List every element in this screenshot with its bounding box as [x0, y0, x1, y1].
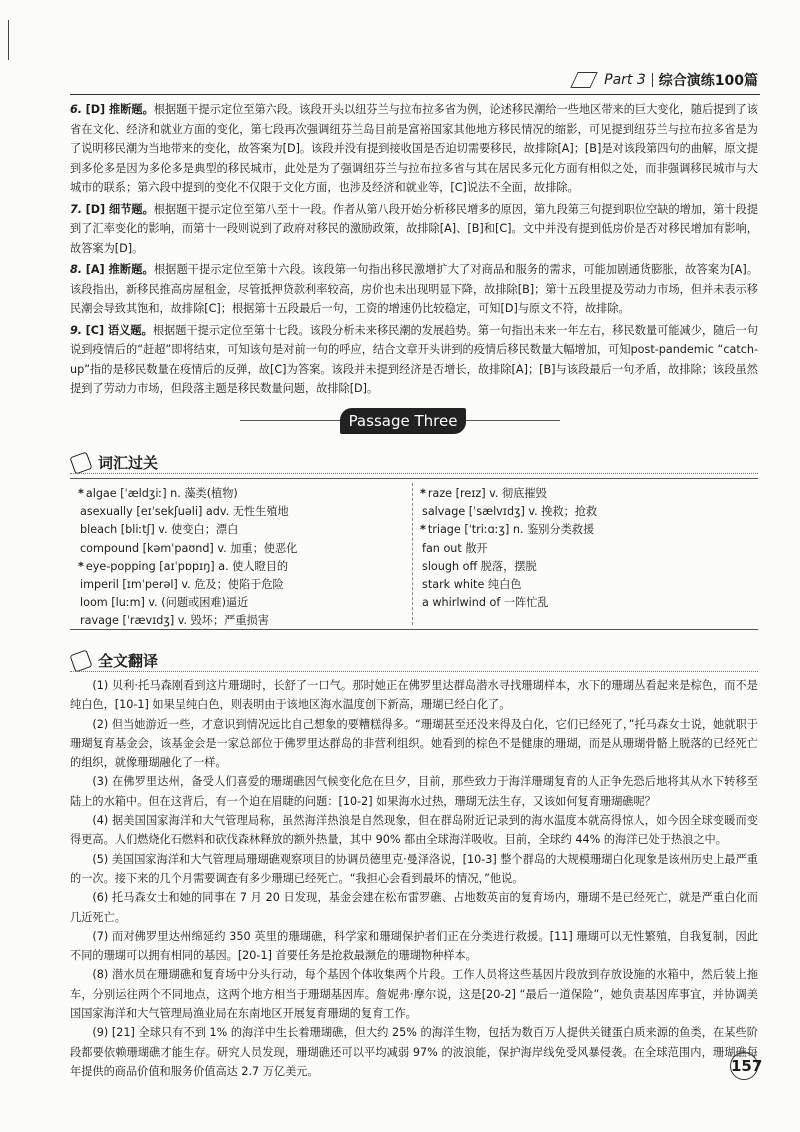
answer-explanations [70, 100, 758, 401]
translation-paragraph: (3) 在佛罗里达州，备受人们喜爱的珊瑚礁因气候变化危在旦夕，目前，那些致力于海洋珊瑚复育的人正争先恐后地将其从水下转移至陆上的水箱中。但在这背后，有一个迫在眉睫的问题：[10-2] 如果海水过热，珊瑚无法生存，又该如何复育珊瑚礁呢？ [70, 775, 758, 808]
answer-item-7 [70, 200, 758, 259]
answer-tag: [D] 推断题。 [85, 103, 154, 116]
translation-paragraph: (4) 据美国国家海洋和大气管理局称，虽然海洋热浪是自然现象，但在群岛附近记录到的海水温度本就高得惊人，如今因全球变暖而变得更高。人们燃烧化石燃料和砍伐森林释放的额外热量，其中 90% 都由全球海洋吸收。目前，全球约 44% 的海洋已处于热浪之中。 [70, 814, 758, 847]
vocab-title: 词汇过关 [98, 454, 159, 472]
vocab-entry: asexually [eɪˈsekʃuəli] adv. 无性生殖地 [80, 505, 289, 519]
section-marker-icon [570, 72, 597, 88]
answer-tag: [C] 语义题。 [85, 323, 153, 337]
vocab-entry: * eye-popping [aɪˈpɒpɪŋ] a. 使人瞪目的 [78, 559, 289, 573]
vocab-entry: * algae [ˈældʒiː] n. 藻类(植物) [78, 487, 238, 500]
answer-text: 根据题干提示定位至第十七段。该段分析未来移民潮的发展趋势。第一句指出未来一年左右，移民数量可能减少，随后一句说到疫情后的“赶超”即将结束，可知该句是对前一句的呼应，结合文章开头讲到的疫情后移民数量大幅增加，可知post-pandemic “catch-up”指的是移民数量在疫情后的反弹，故[C]为答案。该段并未提到经济是否增长，故排除[A]；[B]与该段最后一句矛盾，故排除；该段虽然提到了劳动力市场，但段落主题是移民数量问题，故排除[D]。 [70, 323, 758, 395]
vocab-entry: bleach [bliːtʃ] v. 使变白；漂白 [80, 523, 239, 537]
vocab-entry: slough off 脱落，摆脱 [422, 559, 537, 573]
translation-title: 全文翻译 [98, 652, 159, 670]
vocab-entry: * raze [reɪz] v. 彻底摧毁 [420, 487, 547, 500]
page-header [574, 70, 758, 90]
vocab-list-right [420, 485, 597, 612]
translation-paragraph: (5) 美国国家海洋和大气管理局珊瑚礁观察项目的协调员德里克·曼泽洛说，[10-3] 整个群岛的大规模珊瑚白化现象是该州历史上最严重的一次。接下来的几个月需要调查有多少珊瑚已经死亡。“我担心会看到最坏的情况，”他说。 [70, 852, 758, 885]
vocab-entry: loom [luːm] v. (问题或困难)逼近 [80, 596, 249, 610]
answer-number: 7. [70, 202, 83, 216]
translation-heading-rule [70, 671, 758, 672]
header-separator [652, 73, 653, 87]
vocab-entry: * triage [ˈtriːɑːʒ] n. 鉴别分类救援 [420, 523, 595, 537]
answer-number: 9. [70, 323, 83, 337]
answer-item-9 [70, 321, 758, 399]
vocab-entry: a whirlwind of 一阵忙乱 [422, 596, 549, 610]
binding-line [8, 20, 9, 60]
page-number-label: 157 [730, 1052, 758, 1080]
page-number [730, 1052, 763, 1080]
pencil-icon [69, 451, 92, 474]
passage-banner: Passage Three [340, 408, 466, 434]
vocab-entry: salvage [ˈsælvɪdʒ] v. 挽救；抢救 [422, 505, 598, 519]
translation-heading [72, 650, 158, 671]
vocab-entry: ravage [ˈrævɪdʒ] v. 毁坏；严重损害 [80, 614, 269, 628]
translation-paragraph: (6) 托马森女士和她的同事在 7 月 20 日发现，基金会建在松布雷罗礁、占地数英亩的复育场内，珊瑚不是已经死亡，就是严重白化而几近死亡。 [70, 891, 758, 924]
answer-number: 8. [70, 263, 83, 276]
answer-tag: [A] 推断题。 [85, 263, 154, 276]
answer-number: 6. [70, 103, 83, 116]
header-rule [70, 94, 760, 95]
answer-text: 根据题干提示定位至第十六段。该段第一句指出移民激增扩大了对商品和服务的需求，可能加剧通货膨胀，故答案为[A]。该段指出，新移民推高房屋租金，尽管抵押贷款利率较高，房价也未出现明显下降，故排除[B]；第十五段里提及劳动力市场，但并未表示移民潮会导致其饱和，故排除[C]；根据第十五段最后一句，工资的增速仍比较稳定，可知[D]与原文不符，故排除。 [70, 263, 759, 315]
translation-paragraph: (2) 但当她游近一些，才意识到情况远比自己想象的要糟糕得多。“珊瑚甚至还没来得及白化，它们已经死了，”托马森女士说，她就职于珊瑚复育基金会，该基金会是一家总部位于佛罗里达群岛的非营利组织。她看到的棕色不是健康的珊瑚，而是从珊瑚骨骼上脱落的已经死亡的组织，就像珊瑚融化了一样。 [70, 717, 758, 770]
translation-body [70, 676, 758, 1081]
vocab-entry: imperil [ɪmˈperəl] v. 危及；使陷于危险 [80, 578, 284, 592]
header-title: 综合演练100篇 [658, 73, 758, 89]
header-part: Part 3 [604, 72, 646, 88]
answer-item-8 [70, 260, 758, 319]
vocab-entry: fan out 散开 [422, 541, 488, 555]
translation-paragraph: (7) 而对佛罗里达州绵延约 350 英里的珊瑚礁，科学家和珊瑚保护者们正在分类进行救援。[11] 珊瑚可以无性繁殖，自我复制，因此不同的珊瑚可以拥有相同的基因。[20-1] 首要任务是抢救最濒危的珊瑚物种样本。 [70, 929, 758, 963]
answer-tag: [D] 细节题。 [85, 202, 154, 216]
translation-paragraph: (9) [21] 全球只有不到 1% 的海洋中生长着珊瑚礁，但大约 25% 的海洋生物，包括为数百万人提供关键蛋白质来源的鱼类，在某些阶段都要依赖珊瑚礁才能生存。研究人员发现，珊瑚礁还可以平均减弱 97% 的波浪能，保护海岸线免受风暴侵袭。在全球范围内，珊瑚礁每年提供的商品价值和服务价值高达 2.7 万亿美元。 [70, 1026, 758, 1078]
translation-paragraph: (1) 贝利·托马森刚看到这片珊瑚时，长舒了一口气。那时她正在佛罗里达群岛潜水寻找珊瑚样本，水下的珊瑚丛看起来是棕色，而不是纯白色，[10-1] 如果呈纯白色，则表明由于该地区海水温度创下新高，珊瑚已经白化了。 [70, 679, 758, 712]
pencil-icon [69, 649, 92, 672]
vocab-box [70, 478, 758, 630]
answer-text: 根据题干提示定位至第八至十一段。作者从第八段开始分析移民增多的原因，第九段第三句提到职位空缺的增加，第十段提到了汇率变化的影响，而第十一段则说到了政府对移民的激励政策，故排除[A]、[B]和[C]。文中并没有提到低房价是否对移民增加有影响，故答案为[D]。 [70, 202, 758, 255]
vocab-entry: compound [kəmˈpaʊnd] v. 加重；使恶化 [80, 541, 298, 555]
vocab-heading [72, 452, 158, 473]
vocab-heading-rule [70, 473, 758, 474]
translation-paragraph: (8) 潜水员在珊瑚礁和复育场中分头行动，每个基因个体收集两个片段。工作人员将这些基因片段放到存放设施的水箱中，然后装上拖车，分别运往两个不同地点，这两个地方相当于珊瑚基因库。詹妮弗·摩尔说，这是[20-2] “最后一道保险”，她负责基因库事宜，并协调美国国家海洋和大气管理局渔业局在东南地区开展复育珊瑚的复育工作。 [70, 968, 758, 1021]
answer-item-6 [70, 100, 758, 198]
answer-text: 根据题干提示定位至第六段。该段开头以纽芬兰与拉布拉多省为例，论述移民潮给一些地区带来的巨大变化，随后提到了该省在文化、经济和就业方面的变化，第七段再次强调纽芬兰岛目前是富裕国家其他地方移民情况的缩影，可见提到纽芬兰与拉布拉多省是为了说明移民潮为当地带来的变化，故答案为[D]。该段并没有提到接收国是否迫切需要移民，故排除[A]；[B]是对该段第四句的曲解，原文提到多伦多是因为多伦多是典型的移民城市，此处是为了强调纽芬兰与拉布拉多省与其在居民多元化方面有相似之处，而非强调移民城市与大城市的联系；第六段中提到的变化不仅限于文化方面，也涉及经济和就业等，[C]说法不全面，故排除。 [70, 103, 758, 194]
vocab-entry: stark white 纯白色 [422, 578, 522, 592]
vocab-divider [412, 483, 413, 625]
vocab-list-left [78, 485, 297, 631]
